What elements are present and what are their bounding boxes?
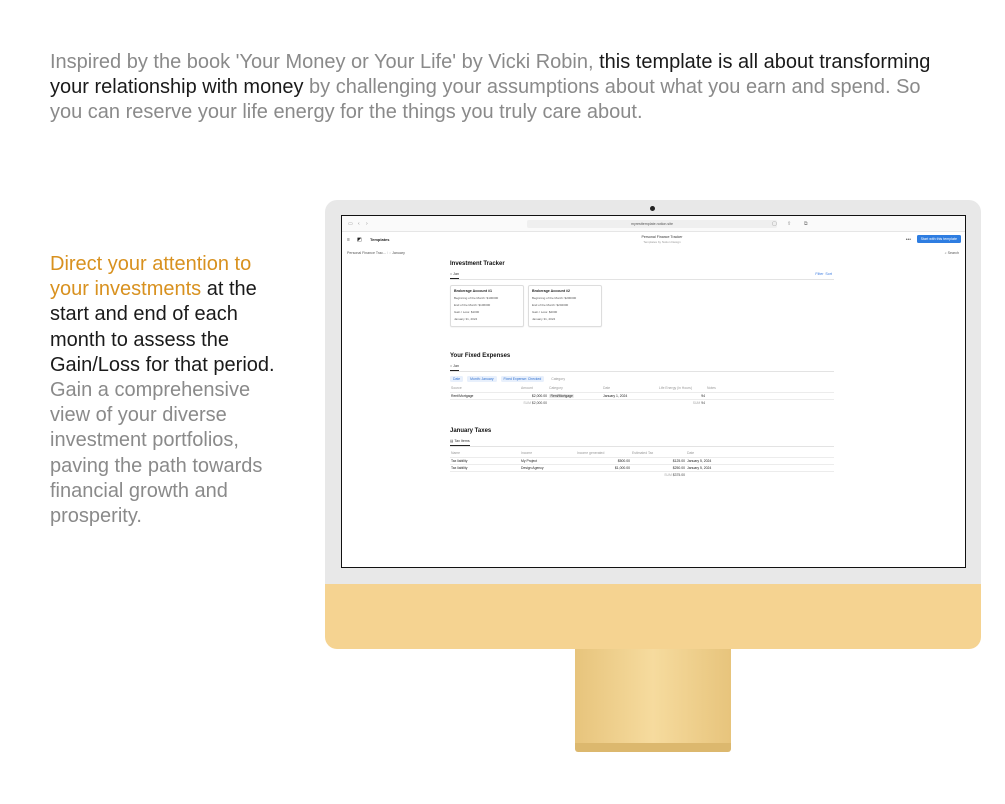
table-header: Name Income Income generated Estimated Tax Date xyxy=(450,450,834,457)
forward-icon[interactable]: › xyxy=(366,221,368,227)
sidebar-toggle-icon[interactable]: ▭ xyxy=(348,221,353,227)
sort-button[interactable]: Sort xyxy=(825,272,832,276)
back-icon[interactable]: ‹ xyxy=(358,221,360,227)
side-orange-text: Direct your attention to your investments xyxy=(50,253,252,301)
investment-card[interactable]: Brokerage Account #2 Beginning of the Month: $200000 End of the Month: $202000 Gain / Loss: $2000 January 31, 2024 xyxy=(528,285,602,327)
table-header: Source Amount Category Date Life Energy (in Hours) Notes xyxy=(450,385,834,392)
browser-toolbar xyxy=(342,216,965,232)
address-bar[interactable]: myresttemplate.notion.site xyxy=(527,220,777,228)
notion-logo-icon[interactable]: ◩ xyxy=(357,237,362,243)
filter-category[interactable]: Category xyxy=(551,377,566,381)
investment-tab[interactable]: ○ Jan xyxy=(450,272,459,279)
intro-highlight: this template is all about transforming your relationship with money xyxy=(50,51,931,98)
start-template-button[interactable]: Start with this template xyxy=(917,235,961,243)
imac-chin xyxy=(325,584,981,649)
search-button[interactable]: ⌕ Search xyxy=(944,251,959,255)
fixed-expenses-title: Your Fixed Expenses xyxy=(450,353,511,359)
table-row[interactable]: Rent/Mortgage $2,000.00 Rent/Mortgage January 1, 2024 94 xyxy=(450,392,834,399)
filter-month[interactable]: Month: January xyxy=(467,376,496,382)
breadcrumb-current[interactable]: January xyxy=(392,251,405,255)
more-icon[interactable]: ••• xyxy=(905,237,911,243)
reader-icon[interactable]: ▢ xyxy=(772,221,777,227)
notion-topbar xyxy=(342,233,965,246)
camera-icon xyxy=(650,206,655,211)
search-label: Search xyxy=(947,251,959,255)
taxes-table xyxy=(450,450,834,478)
page-content xyxy=(450,261,834,478)
imac-stand xyxy=(575,649,731,745)
side-gray-text: Gain a comprehensive view of your diverse investment portfolios, paving the path towards financial growth and prosperity. xyxy=(50,379,263,528)
imac-stand-foot xyxy=(575,743,731,752)
table-row[interactable]: Tax liability Design Agency $1,000.00 $250.00 January 5, 2024 xyxy=(450,464,834,471)
filter-date[interactable]: Date xyxy=(450,376,463,382)
filter-button[interactable]: Filter xyxy=(815,272,824,276)
page-heading xyxy=(612,235,712,244)
investment-title: Investment Tracker xyxy=(450,261,505,267)
tax-items-tab[interactable]: ▤ Tax Items xyxy=(450,439,470,446)
share-icon[interactable]: ⇪ xyxy=(787,221,792,227)
page-title: Personal Finance Tracker xyxy=(641,235,683,239)
taxes-title: January Taxes xyxy=(450,428,492,434)
side-dark-text: at the start and end of each month to assess the Gain/Loss for that period. xyxy=(50,278,275,376)
side-paragraph xyxy=(50,252,290,529)
fixed-expenses-tab[interactable]: ○ Jan xyxy=(450,364,459,371)
menu-icon[interactable]: ≡ xyxy=(347,237,350,243)
table-sum-row: SUM $375.00 xyxy=(664,472,685,477)
tabs-icon[interactable]: ⧉ xyxy=(804,221,808,227)
filter-fixed-expense[interactable]: Fixed Expense: Checked xyxy=(501,376,545,382)
intro-part1: Inspired by the book 'Your Money or Your Life' by Vicki Robin, xyxy=(50,51,600,73)
view-tools xyxy=(815,272,832,276)
breadcrumb-parent[interactable]: Personal Finance Trac... xyxy=(347,251,386,255)
page-subtitle: Templates by Notion Design xyxy=(643,239,681,244)
intro-paragraph xyxy=(50,50,950,125)
intro-part3: by challenging your assumptions about what you earn and spend. So you can reserve your life energy for the things you truly care about. xyxy=(50,76,921,123)
investment-card[interactable]: Brokerage Account #1 Beginning of the Month: $100000 End of the Month: $106000 Gain / Loss: $1000 January 31, 2024 xyxy=(450,285,524,327)
fixed-filters xyxy=(450,376,834,382)
breadcrumb: Personal Finance Trac... / ○ January xyxy=(347,251,405,255)
table-sum-row: SUM $2,000.00 SUM 94 xyxy=(523,400,705,405)
imac-screen xyxy=(341,215,966,568)
investment-cards xyxy=(450,285,834,327)
brand-label[interactable]: Templates xyxy=(370,237,390,242)
table-row[interactable]: Tax liability My Project $500.00 $125.00 January 5, 2024 xyxy=(450,457,834,464)
fixed-expenses-table xyxy=(450,385,834,406)
